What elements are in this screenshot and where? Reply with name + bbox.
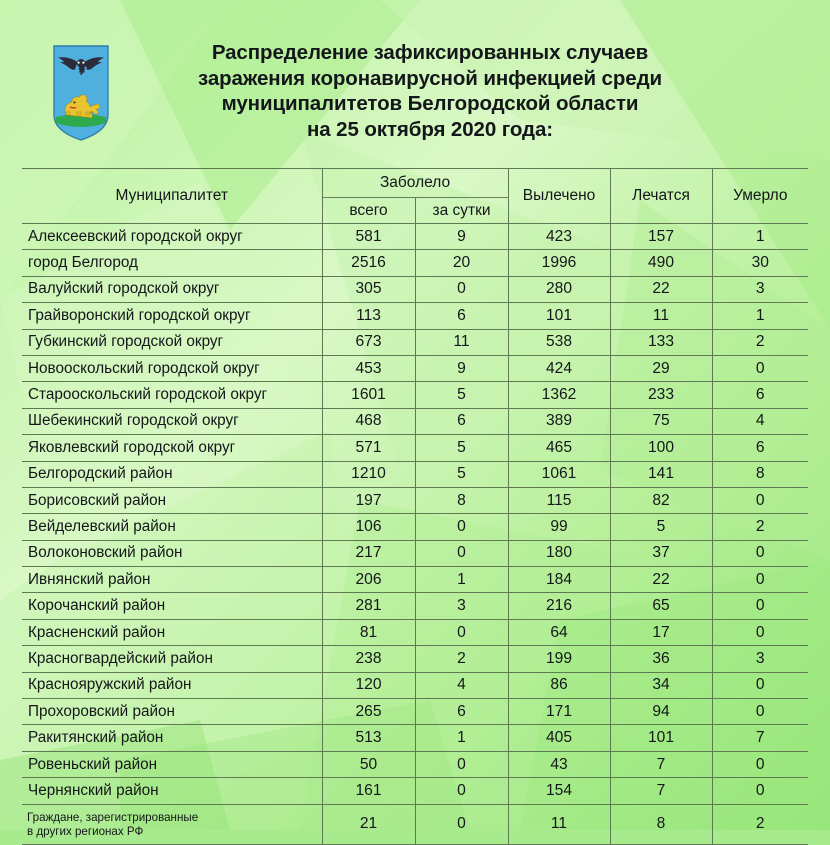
table-row [22, 224, 808, 250]
header [0, 0, 830, 168]
table-row [22, 751, 808, 777]
table-row [22, 699, 808, 725]
cell-deaths: 1 [712, 224, 808, 250]
cell-municipality: Вейделевский район [22, 514, 322, 540]
cell-cases-total: 81 [322, 619, 415, 645]
cell-municipality: Белгородский район [22, 461, 322, 487]
table-head [22, 169, 808, 224]
cell-municipality: Прохоровский район [22, 699, 322, 725]
cell-cases-day: 5 [415, 461, 508, 487]
table-row [22, 514, 808, 540]
cell-active: 5 [610, 514, 712, 540]
cell-active: 11 [610, 303, 712, 329]
belgorod-coat-of-arms-icon [53, 45, 109, 141]
table-row [22, 303, 808, 329]
cell-cases-day: 6 [415, 408, 508, 434]
cell-municipality [22, 804, 322, 844]
cell-cases-day: 6 [415, 303, 508, 329]
cell-deaths: 7 [712, 725, 808, 751]
cell-deaths: 6 [712, 435, 808, 461]
cell-recovered: 115 [508, 487, 610, 513]
table-row-other-regions [22, 804, 808, 844]
cell-municipality: город Белгород [22, 250, 322, 276]
cell-municipality: Яковлевский городской округ [22, 435, 322, 461]
cell-municipality-line-2: в других регионах РФ [27, 824, 144, 838]
cell-cases-total: 206 [322, 567, 415, 593]
cell-deaths: 30 [712, 250, 808, 276]
cell-cases-total: 513 [322, 725, 415, 751]
cell-recovered: 154 [508, 778, 610, 804]
column-header-active: Лечатся [610, 169, 712, 224]
table-row [22, 250, 808, 276]
cell-deaths: 0 [712, 699, 808, 725]
cell-active: 17 [610, 619, 712, 645]
cell-deaths: 3 [712, 646, 808, 672]
cell-municipality: Ракитянский район [22, 725, 322, 751]
cell-active: 36 [610, 646, 712, 672]
cell-cases-day: 4 [415, 672, 508, 698]
cell-cases-total: 305 [322, 276, 415, 302]
table-row [22, 382, 808, 408]
cell-recovered: 424 [508, 355, 610, 381]
table-row [22, 276, 808, 302]
cell-cases-day: 0 [415, 751, 508, 777]
table-header-row-1 [22, 169, 808, 198]
cell-cases-total: 50 [322, 751, 415, 777]
cell-active: 29 [610, 355, 712, 381]
table-row [22, 593, 808, 619]
cell-recovered: 11 [508, 804, 610, 844]
title-line-2: заражения коронавирусной инфекцией среди [198, 66, 662, 90]
cell-municipality: Ивнянский район [22, 567, 322, 593]
cell-deaths: 0 [712, 751, 808, 777]
title-line-1: Распределение зафиксированных случаев [211, 41, 649, 64]
table-row [22, 672, 808, 698]
cell-recovered: 280 [508, 276, 610, 302]
cell-active: 141 [610, 461, 712, 487]
cell-cases-day: 3 [415, 593, 508, 619]
column-header-municipality: Муниципалитет [22, 169, 322, 224]
cell-recovered: 1061 [508, 461, 610, 487]
cell-active: 490 [610, 250, 712, 276]
cell-active: 34 [610, 672, 712, 698]
cell-municipality: Краснояружский район [22, 672, 322, 698]
cell-cases-day: 0 [415, 276, 508, 302]
cell-cases-total: 120 [322, 672, 415, 698]
cell-deaths: 0 [712, 672, 808, 698]
cell-active: 75 [610, 408, 712, 434]
cell-recovered: 1996 [508, 250, 610, 276]
cell-deaths: 8 [712, 461, 808, 487]
cell-cases-day: 5 [415, 435, 508, 461]
cell-municipality: Валуйский городской округ [22, 276, 322, 302]
cell-active: 133 [610, 329, 712, 355]
cell-cases-total: 161 [322, 778, 415, 804]
cell-recovered: 216 [508, 593, 610, 619]
cell-recovered: 538 [508, 329, 610, 355]
table-row [22, 646, 808, 672]
cell-recovered: 171 [508, 699, 610, 725]
cell-recovered: 64 [508, 619, 610, 645]
cell-cases-total: 1210 [322, 461, 415, 487]
cell-active: 37 [610, 540, 712, 566]
cell-deaths: 1 [712, 303, 808, 329]
table-row [22, 778, 808, 804]
table-row [22, 461, 808, 487]
cell-municipality: Старооскольский городской округ [22, 382, 322, 408]
cell-cases-total: 197 [322, 487, 415, 513]
cell-cases-total: 217 [322, 540, 415, 566]
cell-cases-total: 1601 [322, 382, 415, 408]
cell-recovered: 389 [508, 408, 610, 434]
column-header-recovered: Вылечено [508, 169, 610, 224]
cell-municipality: Красногвардейский район [22, 646, 322, 672]
cell-active: 22 [610, 276, 712, 302]
cell-deaths: 2 [712, 514, 808, 540]
cell-recovered: 405 [508, 725, 610, 751]
cell-municipality: Алексеевский городской округ [22, 224, 322, 250]
page-title [170, 40, 690, 142]
cell-cases-day: 0 [415, 619, 508, 645]
column-header-deaths: Умерло [712, 169, 808, 224]
cell-cases-day: 0 [415, 778, 508, 804]
cell-recovered: 99 [508, 514, 610, 540]
cell-cases-day: 6 [415, 699, 508, 725]
cell-recovered: 423 [508, 224, 610, 250]
cell-deaths: 2 [712, 329, 808, 355]
cell-deaths: 4 [712, 408, 808, 434]
cell-deaths: 0 [712, 778, 808, 804]
cell-municipality: Чернянский район [22, 778, 322, 804]
table-row [22, 487, 808, 513]
cell-active: 157 [610, 224, 712, 250]
cell-recovered: 43 [508, 751, 610, 777]
cell-cases-day: 1 [415, 725, 508, 751]
cell-active: 8 [610, 804, 712, 844]
cell-municipality: Борисовский район [22, 487, 322, 513]
cell-active: 94 [610, 699, 712, 725]
cell-deaths: 0 [712, 540, 808, 566]
table-row [22, 619, 808, 645]
cell-cases-day: 0 [415, 540, 508, 566]
cell-active: 7 [610, 751, 712, 777]
cell-cases-total: 238 [322, 646, 415, 672]
cell-municipality-line-1: Граждане, зарегистрированные [27, 811, 199, 825]
cell-cases-day: 0 [415, 514, 508, 540]
cell-active: 22 [610, 567, 712, 593]
cell-municipality: Ровеньский район [22, 751, 322, 777]
cell-cases-total: 2516 [322, 250, 415, 276]
cell-municipality: Корочанский район [22, 593, 322, 619]
cell-recovered: 180 [508, 540, 610, 566]
cell-cases-total: 265 [322, 699, 415, 725]
cell-municipality: Волоконовский район [22, 540, 322, 566]
cell-cases-total: 453 [322, 355, 415, 381]
covid-statistics-table [22, 168, 808, 845]
cell-cases-day: 20 [415, 250, 508, 276]
cell-deaths: 0 [712, 619, 808, 645]
cell-cases-day: 1 [415, 567, 508, 593]
table-row [22, 329, 808, 355]
cell-recovered: 86 [508, 672, 610, 698]
cell-deaths: 0 [712, 593, 808, 619]
cell-municipality: Красненский район [22, 619, 322, 645]
cell-recovered: 465 [508, 435, 610, 461]
cell-cases-day: 8 [415, 487, 508, 513]
cell-recovered: 101 [508, 303, 610, 329]
cell-deaths: 0 [712, 355, 808, 381]
column-header-group-cases: Заболело [322, 169, 508, 198]
cell-recovered: 1362 [508, 382, 610, 408]
cell-cases-total: 673 [322, 329, 415, 355]
cell-cases-day: 11 [415, 329, 508, 355]
cell-cases-day: 5 [415, 382, 508, 408]
cell-deaths: 0 [712, 487, 808, 513]
cell-cases-total: 21 [322, 804, 415, 844]
cell-active: 65 [610, 593, 712, 619]
table-row [22, 408, 808, 434]
cell-deaths: 6 [712, 382, 808, 408]
cell-active: 7 [610, 778, 712, 804]
table-row [22, 435, 808, 461]
cell-active: 82 [610, 487, 712, 513]
cell-recovered: 199 [508, 646, 610, 672]
cell-municipality: Новооскольский городской округ [22, 355, 322, 381]
table-body [22, 224, 808, 845]
cell-municipality: Шебекинский городской округ [22, 408, 322, 434]
title-line-3: муниципалитетов Белгородской области [221, 92, 639, 115]
cell-cases-total: 581 [322, 224, 415, 250]
cell-active: 233 [610, 382, 712, 408]
column-header-cases-day: за сутки [415, 198, 508, 224]
cell-recovered: 184 [508, 567, 610, 593]
table-row [22, 540, 808, 566]
cell-cases-day: 0 [415, 804, 508, 844]
cell-cases-total: 113 [322, 303, 415, 329]
cell-active: 100 [610, 435, 712, 461]
cell-cases-day: 2 [415, 646, 508, 672]
cell-cases-total: 571 [322, 435, 415, 461]
cell-municipality: Грайворонский городской округ [22, 303, 322, 329]
cell-cases-day: 9 [415, 355, 508, 381]
cell-cases-day: 9 [415, 224, 508, 250]
cell-cases-total: 106 [322, 514, 415, 540]
title-line-4: на 25 октября 2020 года: [307, 117, 553, 141]
table-row [22, 355, 808, 381]
cell-municipality: Губкинский городской округ [22, 329, 322, 355]
cell-active: 101 [610, 725, 712, 751]
cell-deaths: 2 [712, 804, 808, 844]
table-row [22, 725, 808, 751]
cell-cases-total: 281 [322, 593, 415, 619]
table-row [22, 567, 808, 593]
cell-cases-total: 468 [322, 408, 415, 434]
cell-deaths: 3 [712, 276, 808, 302]
cell-deaths: 0 [712, 567, 808, 593]
column-header-cases-total: всего [322, 198, 415, 224]
